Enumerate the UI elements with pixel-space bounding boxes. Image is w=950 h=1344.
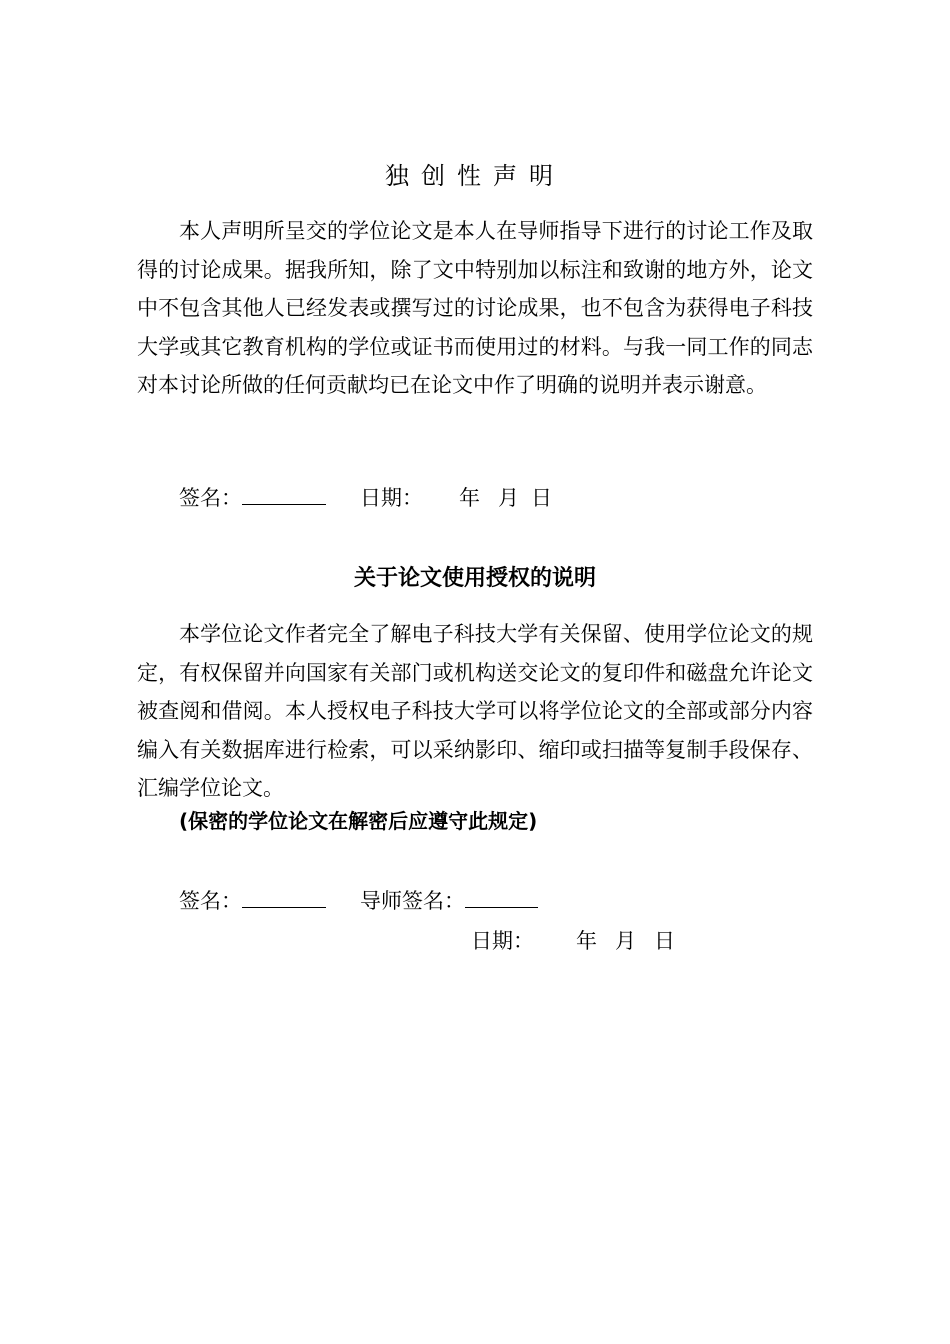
tutor-signature-label: 导师签名： (360, 889, 465, 913)
month-label: 月 (615, 929, 636, 953)
day-label: 日 (654, 929, 675, 953)
signature-blank (242, 885, 326, 908)
signature-blank (242, 482, 326, 505)
month-label: 月 (498, 486, 519, 510)
authorization-body: 本学位论文作者完全了解电子科技大学有关保留、使用学位论文的规定，有权保留并向国家有关部门或机构送交论文的复印件和磁盘允许论文被查阅和借阅。本人授权电子科技大学可以将学位论文的全部或部分内容编入有关数据库进行检索，可以采纳影印、缩印或扫描等复制手段保存、汇编学位论文。 (137, 622, 813, 800)
declaration-date-line (360, 482, 552, 514)
authorization-title: 关于论文使用授权的说明 (353, 566, 596, 591)
author-signature-line (179, 885, 326, 917)
year-label: 年 (459, 486, 480, 510)
declaration-signature-line (179, 482, 326, 514)
declaration-title: 独创性声明 (385, 162, 565, 190)
authorization-date-line (471, 925, 675, 957)
tutor-signature-line (360, 885, 538, 917)
signature-label: 签名： (179, 889, 242, 913)
declaration-body: 本人声明所呈交的学位论文是本人在导师指导下进行的讨论工作及取得的讨论成果。据我所知，除了文中特别加以标注和致谢的地方外，论文中不包含其他人已经发表或撰写过的讨论成果，也不包含为获得电子科技大学或其它教育机构的学位或证书而使用过的材料。与我一同工作的同志对本讨论所做的任何贡献均已在论文中作了明确的说明并表示谢意。 (137, 219, 813, 397)
tutor-signature-blank (465, 885, 538, 908)
year-label: 年 (576, 929, 597, 953)
day-label: 日 (531, 486, 552, 510)
confidentiality-note: (保密的学位论文在解密后应遵守此规定) (179, 809, 538, 833)
date-label: 日期： (360, 486, 423, 510)
signature-label: 签名： (179, 486, 242, 510)
date-label: 日期： (471, 929, 534, 953)
